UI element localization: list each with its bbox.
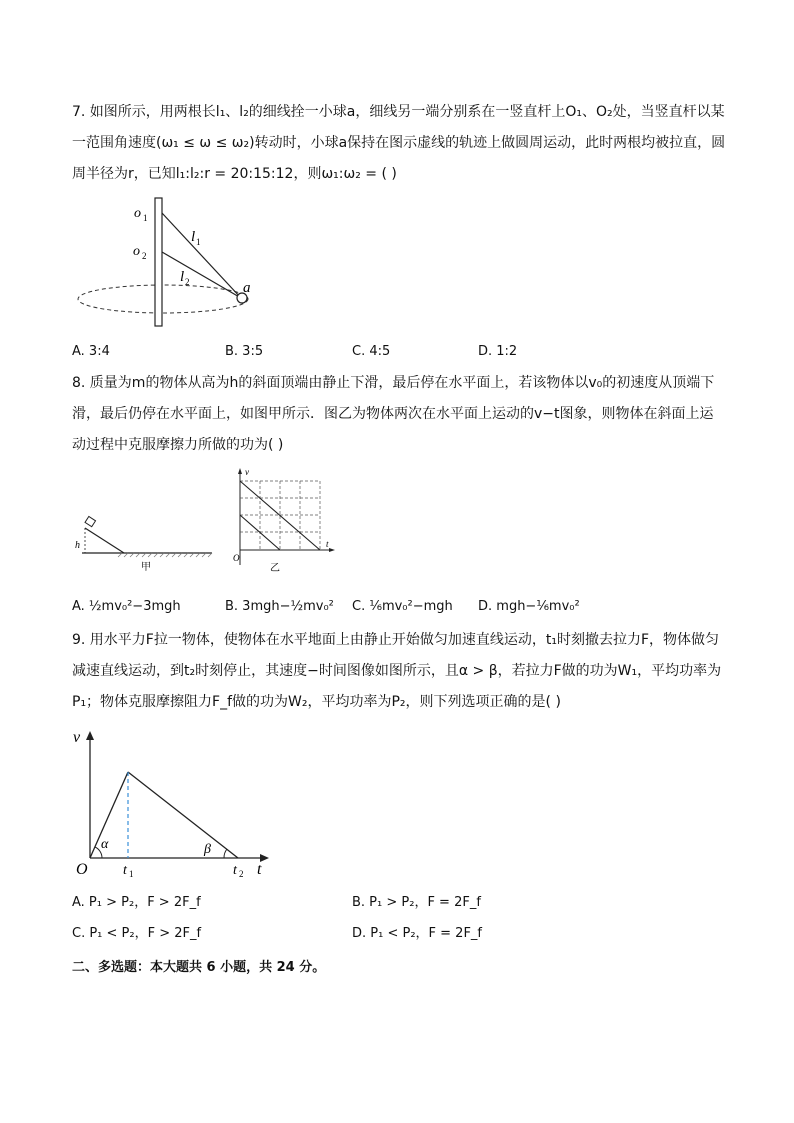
label-o2-sub: 2: [142, 251, 147, 261]
axis-v-arrow: [238, 468, 242, 474]
label-t: t: [257, 861, 262, 878]
label-a: a: [243, 280, 251, 296]
q7-figure: [72, 195, 272, 330]
q9-line-3: P₁；物体克服摩擦阻力F_f做的功为W₂，平均功率为P₂，则下列选项正确的是( ): [72, 694, 561, 710]
label-o1: o: [134, 206, 141, 221]
q7-line-2: 一范围角速度(ω₁ ≤ ω ≤ ω₂)转动时，小球a保持在图示虚线的轨迹上做圆周运动，此时两根均被拉直，圆: [72, 135, 726, 151]
q9-option-a[interactable]: A. P₁ > P₂，F > 2F_f: [72, 895, 201, 910]
q7-option-b[interactable]: B. 3:5: [225, 344, 264, 359]
vt-fall: [128, 772, 238, 858]
q8-option-d[interactable]: D. mgh−⅙mv₀²: [478, 599, 580, 614]
q8-option-b[interactable]: B. 3mgh−½mv₀²: [225, 599, 334, 614]
label-o: O: [233, 553, 240, 563]
vt-rise: [90, 772, 128, 858]
string-l2: [162, 252, 241, 298]
label-o1-sub: 1: [143, 213, 148, 223]
q7-line-1: 7. 如图所示，用两根长l₁、l₂的细线拴一小球a，细线另一端分别系在一竖直杆上O₁、O₂处，当竖直杆以某: [72, 104, 725, 120]
q9-option-c[interactable]: C. P₁ < P₂，F > 2F_f: [72, 926, 202, 941]
label-l2-sub: 2: [185, 277, 190, 287]
q9-line-1: 9. 用水平力F拉一物体，使物体在水平地面上由静止开始做匀加速直线运动，t₁时刻撤去拉力F，物体做匀: [72, 632, 720, 648]
q7-line-3: 周半径为r，已知l₁:l₂:r = 20:15:12，则ω₁:ω₂ = ( ): [72, 166, 397, 182]
label-l1: l: [191, 229, 196, 245]
beta-arc: [224, 849, 227, 858]
label-t2: t: [233, 863, 237, 878]
q8-line-3: 动过程中克服摩擦力所做的功为( ): [72, 437, 284, 453]
q8-figure-jia: [72, 515, 214, 575]
q9-figure: [72, 726, 274, 878]
q7-option-d[interactable]: D. 1:2: [478, 344, 518, 359]
label-v: v: [245, 467, 249, 477]
orbit-dashed-ellipse: [78, 285, 248, 313]
vt-line-1: [240, 515, 280, 550]
label-o2: o: [133, 244, 140, 259]
q8-line-1: 8. 质量为m的物体从高为h的斜面顶端由静止下滑，最后停在水平面上，若该物体以v₀的初速度从顶端下: [72, 375, 715, 391]
q8-figure-yi: [228, 465, 338, 577]
block: [85, 516, 96, 526]
incline: [85, 528, 124, 553]
q7-option-c[interactable]: C. 4:5: [352, 344, 391, 359]
q8-line-2: 滑，最后仍停在水平面上，如图甲所示．图乙为物体两次在水平面上运动的v−t图象，则物体在斜面上运: [72, 406, 714, 422]
q9-line-2: 减速直线运动，到t₂时刻停止，其速度−时间图像如图所示，且α > β，若拉力F做的功为W₁，平均功率为: [72, 663, 722, 679]
q9-option-b[interactable]: B. P₁ > P₂，F = 2F_f: [352, 895, 481, 910]
q8-option-c[interactable]: C. ⅙mv₀²−mgh: [352, 599, 453, 614]
q8-option-a[interactable]: A. ½mv₀²−3mgh: [72, 599, 181, 614]
label-t: t: [326, 539, 329, 549]
label-alpha: α: [101, 837, 109, 852]
label-v: v: [73, 729, 81, 746]
label-beta: β: [204, 842, 211, 857]
section-heading-multiple-choice: 二、多选题：本大题共 6 小题，共 24 分。: [72, 960, 326, 975]
label-h: h: [75, 540, 80, 551]
label-l2: l: [180, 269, 185, 285]
q7-option-a[interactable]: A. 3:4: [72, 344, 110, 359]
label-o: O: [76, 861, 88, 878]
axis-t-arrow: [329, 548, 335, 552]
label-jia: 甲: [141, 562, 151, 573]
q9-option-d[interactable]: D. P₁ < P₂，F = 2F_f: [352, 926, 482, 941]
vertical-rod: [155, 198, 162, 326]
label-t1: t: [123, 863, 127, 878]
label-t2-sub: 2: [239, 869, 244, 878]
axis-v-arrow: [86, 731, 94, 740]
label-l1-sub: 1: [196, 237, 201, 247]
label-yi: 乙: [270, 563, 280, 574]
label-t1-sub: 1: [129, 869, 134, 878]
